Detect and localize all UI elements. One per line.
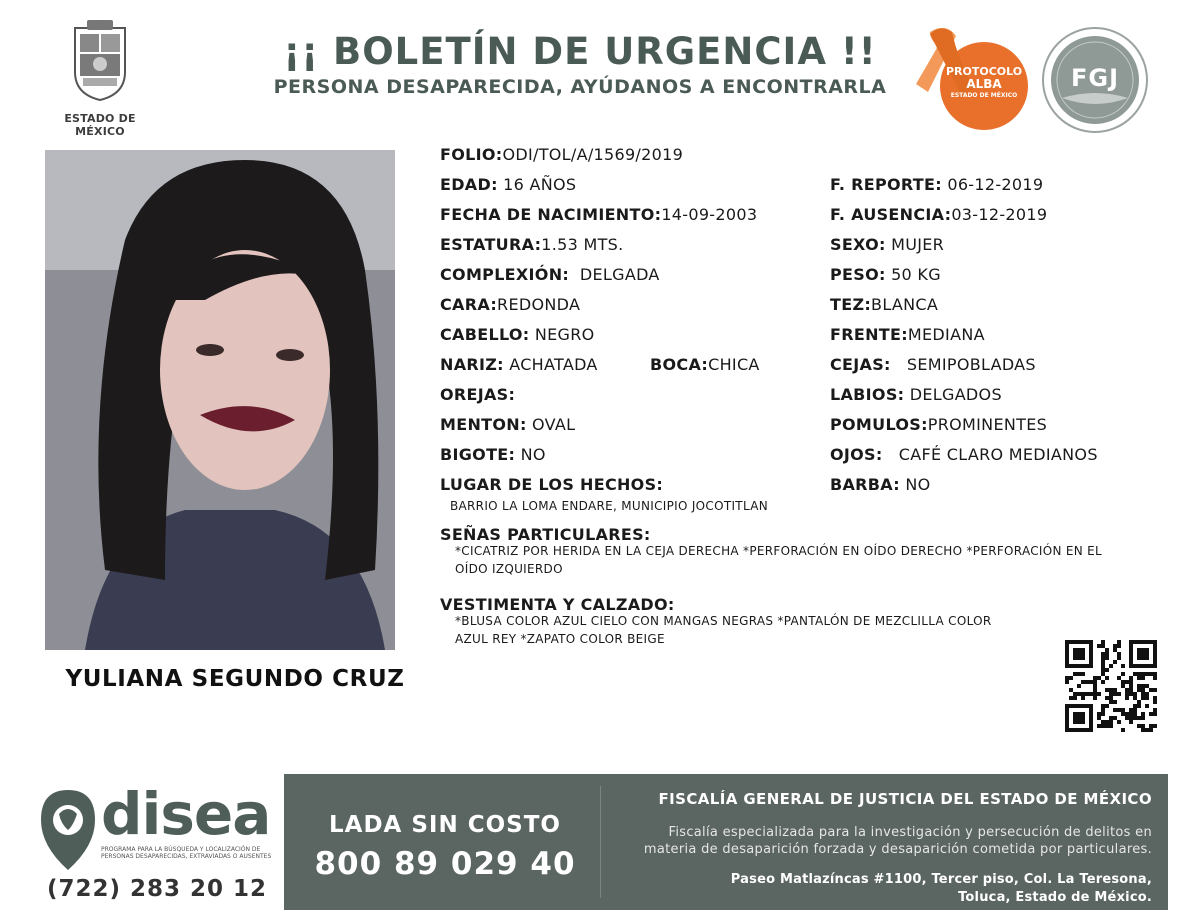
vestimenta-line-2: AZUL REY *ZAPATO COLOR BEIGE (455, 632, 665, 646)
field-label: OREJAS: (440, 385, 516, 404)
field-value: REDONDA (497, 295, 581, 314)
qr-code-icon (1065, 640, 1157, 732)
field-value: MUJER (891, 235, 945, 254)
field-frente (830, 325, 985, 344)
fgj-seal-logo (1040, 26, 1150, 134)
field-value: DELGADOS (909, 385, 1002, 404)
field-orejas (440, 385, 515, 404)
field-value: NEGRO (534, 325, 595, 344)
alba-line-2: ALBA (966, 76, 1002, 91)
field-label: EDAD: (440, 175, 498, 194)
field-folio (440, 145, 683, 164)
field-value: 06-12-2019 (947, 175, 1044, 194)
lada-phone-number[interactable]: 800 89 029 40 (314, 846, 576, 882)
field-label: F. REPORTE: (830, 175, 942, 194)
field-fecha-nacimiento (440, 205, 757, 224)
field-label: FOLIO: (440, 145, 503, 164)
senas-label: SEÑAS PARTICULARES: (440, 525, 651, 544)
field-edad (440, 175, 576, 194)
fgj-description (612, 824, 1152, 858)
field-value: PROMINENTES (927, 415, 1048, 434)
odisea-map-icon (35, 786, 101, 876)
field-label: ESTATURA: (440, 235, 542, 254)
field-value: ACHATADA (509, 355, 598, 374)
band-divider (600, 786, 601, 898)
field-complexion (440, 265, 660, 284)
field-estatura (440, 235, 624, 254)
field-label: SEXO: (830, 235, 886, 254)
field-cara (440, 295, 580, 314)
field-boca (650, 355, 760, 374)
field-label: BARBA: (830, 475, 900, 494)
lugar-hechos-value: BARRIO LA LOMA ENDARE, MUNICIPIO JOCOTITLAN (450, 499, 768, 513)
field-value: DELGADA (579, 265, 660, 284)
field-label: CARA: (440, 295, 498, 314)
field-cejas (830, 355, 1036, 374)
field-value: 50 KG (891, 265, 941, 284)
field-value: OVAL (532, 415, 576, 434)
field-value: CHICA (708, 355, 760, 374)
field-label: FECHA DE NACIMIENTO: (440, 205, 662, 224)
portrait-photo-icon (45, 150, 395, 650)
fgj-full-name: FISCALÍA GENERAL DE JUSTICIA DEL ESTADO DE MÉXICO (658, 790, 1152, 808)
field-tez (830, 295, 938, 314)
field-labios (830, 385, 1002, 404)
protocolo-alba-logo (900, 22, 1030, 134)
field-bigote (440, 445, 546, 464)
field-sexo (830, 235, 944, 254)
field-label: CEJAS: (830, 355, 891, 374)
vestimenta-line-1: *BLUSA COLOR AZUL CIELO CON MANGAS NEGRAS *PANTALÓN DE MEZCLILLA COLOR (455, 614, 992, 628)
field-value: BLANCA (871, 295, 939, 314)
person-name: YULIANA SEGUNDO CRUZ (65, 666, 405, 692)
field-label: BOCA: (650, 355, 709, 374)
lugar-hechos-label: LUGAR DE LOS HECHOS: (440, 475, 664, 494)
field-nariz (440, 355, 598, 374)
vestimenta-label: VESTIMENTA Y CALZADO: (440, 595, 675, 614)
field-f-ausencia (830, 205, 1047, 224)
field-f-reporte (830, 175, 1043, 194)
field-value: NO (905, 475, 931, 494)
odisea-phone[interactable]: (722) 283 20 12 (46, 876, 268, 902)
field-label: F. AUSENCIA: (830, 205, 952, 224)
field-label: OJOS: (830, 445, 883, 464)
field-cabello (440, 325, 595, 344)
state-label: ESTADO DE MÉXICO (64, 112, 136, 138)
fgj-description-line-2: materia de desaparición forzada y desaparición cometida por particulares. (643, 842, 1152, 857)
field-label: CABELLO: (440, 325, 530, 344)
missing-person-photo (45, 150, 395, 650)
coat-of-arms-icon (69, 18, 131, 102)
bulletin-title: ¡¡ BOLETÍN DE URGENCIA !! (283, 30, 877, 73)
alba-line-3: ESTADO DE MÉXICO (950, 92, 1018, 100)
field-peso (830, 265, 941, 284)
field-value: MEDIANA (907, 325, 985, 344)
field-label: TEZ: (830, 295, 872, 314)
odisea-logo (35, 780, 275, 876)
field-pomulos (830, 415, 1047, 434)
alba-line-1: PROTOCOLO (946, 65, 1023, 78)
field-label: LABIOS: (830, 385, 905, 404)
field-label: COMPLEXIÓN: (440, 265, 570, 284)
field-value: ODI/TOL/A/1569/2019 (502, 145, 684, 164)
field-value: 14-09-2003 (661, 205, 758, 224)
odisea-description: PROGRAMA PARA LA BÚSQUEDA Y LOCALIZACIÓN DE PERSONAS DESAPARECIDAS, EXTRAVIADAS O AUSENTES (101, 846, 272, 860)
qr-code[interactable] (1065, 640, 1157, 732)
field-label: NARIZ: (440, 355, 504, 374)
field-barba (830, 475, 931, 494)
field-value: NO (520, 445, 546, 464)
senas-line-1: *CICATRIZ POR HERIDA EN LA CEJA DERECHA *PERFORACIÓN EN OÍDO DERECHO *PERFORACIÓN EN EL (455, 544, 1103, 558)
field-value: SEMIPOBLADAS (906, 355, 1036, 374)
field-value: 16 AÑOS (503, 175, 577, 194)
senas-line-2: OÍDO IZQUIERDO (455, 562, 563, 576)
field-label: POMULOS: (830, 415, 928, 434)
odisea-wordmark: disea (101, 780, 271, 848)
field-value: 1.53 MTS. (541, 235, 624, 254)
field-label: PESO: (830, 265, 886, 284)
fgj-logo-text: FGJ (1070, 64, 1120, 92)
bulletin-subtitle: PERSONA DESAPARECIDA, AYÚDANOS A ENCONTRARLA (273, 76, 887, 98)
field-value: CAFÉ CLARO MEDIANOS (898, 445, 1098, 464)
field-label: FRENTE: (830, 325, 908, 344)
field-label: MENTON: (440, 415, 527, 434)
field-value: 03-12-2019 (951, 205, 1048, 224)
fgj-description-line-1: Fiscalía especializada para la investigación y persecución de delitos en (668, 825, 1152, 840)
field-label: BIGOTE: (440, 445, 516, 464)
lada-label: LADA SIN COSTO (329, 812, 561, 838)
field-menton (440, 415, 575, 434)
field-ojos (830, 445, 1098, 464)
address-line-1: Paseo Matlazíncas #1100, Tercer piso, Col. La Teresona, (730, 872, 1152, 887)
estado-de-mexico-logo (40, 18, 160, 138)
address-line-2: Toluca, Estado de México. (958, 890, 1152, 905)
